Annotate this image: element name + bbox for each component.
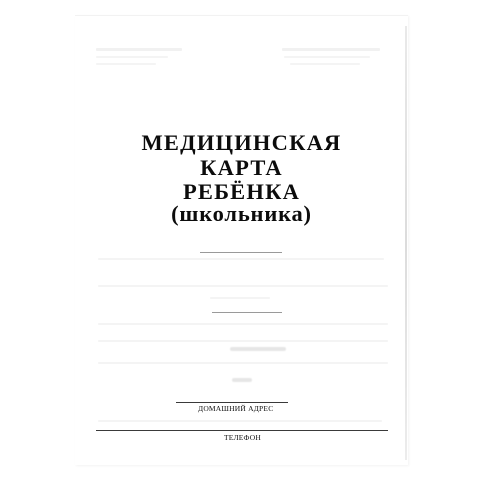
faint-form-row [98,323,388,325]
cover-right-edge [405,26,407,460]
cover-title-line-4: (школьника) [171,201,312,226]
faint-header-block-left [96,48,182,51]
faint-form-row [210,297,270,299]
form-line [200,252,282,253]
faint-form-row [98,340,388,342]
phone-line [96,430,388,431]
faint-header-block-left [96,56,168,58]
faint-header-block-right [290,63,360,65]
faint-form-row [98,285,388,287]
form-smudge [230,347,286,351]
faint-address-row [98,420,382,422]
cover-top-edge [75,15,408,16]
faint-header-block-right [282,48,380,51]
medical-card-cover [75,15,408,465]
form-smudge [232,378,252,382]
faint-header-block-left [96,63,156,65]
faint-header-block-right [284,56,370,58]
home-address-label: ДОМАШНИЙ АДРЕС [198,404,274,413]
home-address-line [176,402,288,403]
phone-label: ТЕЛЕФОН [224,433,261,442]
cover-title-line-1: МЕДИЦИНСКАЯ [141,130,342,155]
cover-title-line-3: РЕБЁНКА [182,179,301,204]
form-line [212,312,282,313]
faint-form-row [98,258,384,260]
faint-form-row [98,362,388,364]
cover-title-line-2: КАРТА [200,155,283,180]
